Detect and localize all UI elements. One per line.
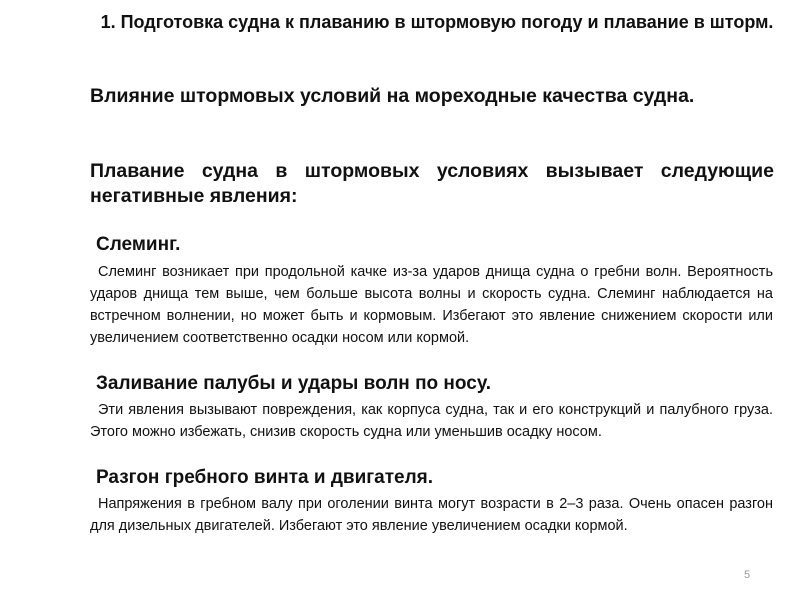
- section-title-deck-flooding: Заливание палубы и удары волн по носу.: [96, 373, 492, 394]
- heading-negative-phenomena: Плавание судна в штормовых условиях вызывает следующие негативные явления:: [90, 160, 774, 207]
- section-title-slamming: Слеминг.: [96, 234, 181, 255]
- page-number: 5: [744, 569, 751, 581]
- section-title-propeller-racing: Разгон гребного винта и двигателя.: [96, 467, 434, 488]
- section-text-slamming: Слеминг возникает при продольной качке из-за ударов днища судна о гребни волн. Вероятность ударов днища тем выше, чем больше высота волны и скорость судна. Слеминг наблюдается на встречном волнении, но может быть и кормовым. Избегают это явление снижением скорости или увеличением соответственно осадки носом или кормой.: [90, 264, 773, 346]
- heading-storm-influence: Влияние штормовых условий на мореходные качества судна.: [90, 85, 695, 107]
- section-text-deck-flooding: Эти явления вызывают повреждения, как корпуса судна, так и его конструкций и палубного груза. Этого можно избежать, снизив скорость судна или уменьшив осадку носом.: [90, 402, 773, 440]
- slide-title: 1. Подготовка судна к плаванию в штормовую погоду и плавание в шторм.: [100, 12, 774, 32]
- section-text-propeller-racing: Напряжения в гребном валу при оголении винта могут возрасти в 2–3 раза. Очень опасен разгон для дизельных двигателей. Избегают это явление увеличением осадки кормой.: [90, 496, 773, 534]
